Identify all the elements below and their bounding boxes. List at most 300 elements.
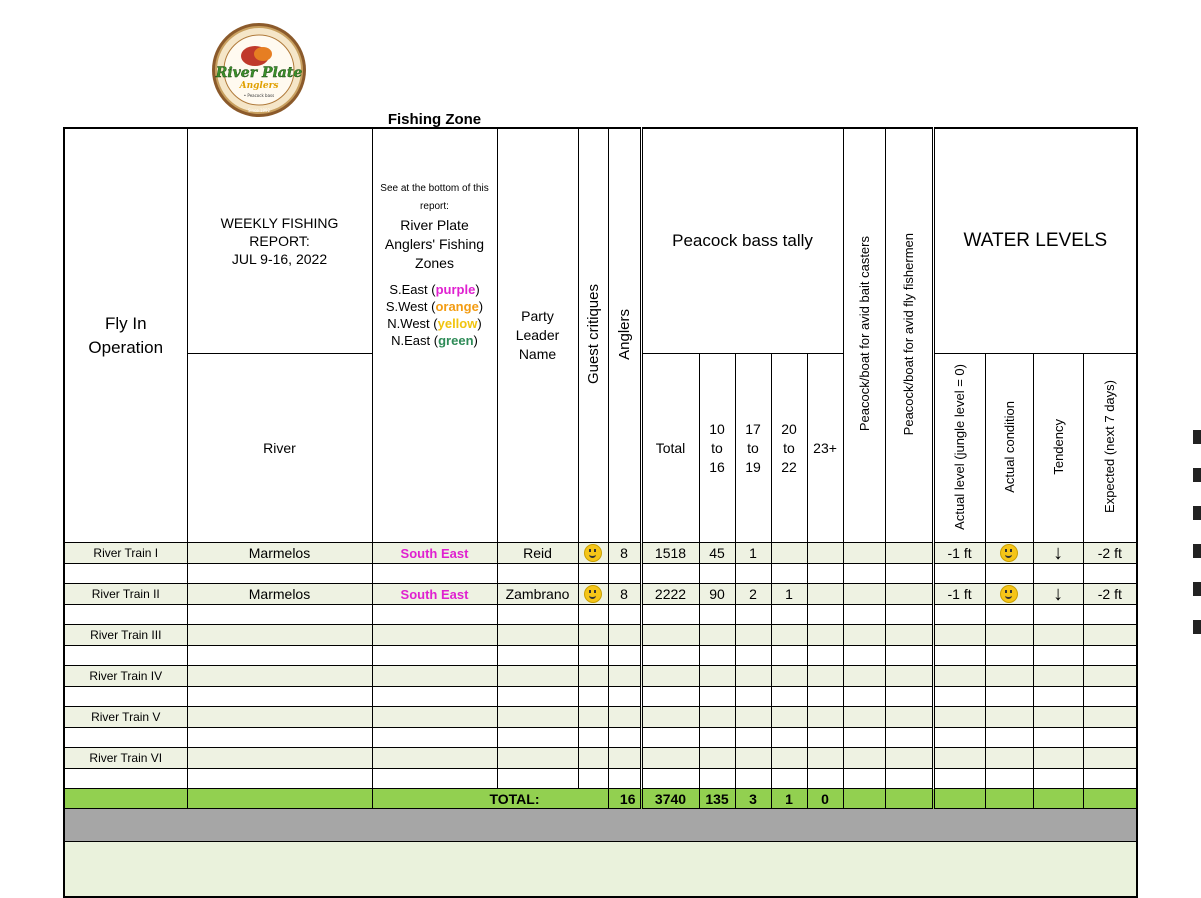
range-10-16-cell (699, 625, 735, 646)
actual-condition-cell (985, 748, 1033, 769)
report-dates: JUL 9-16, 2022 (231, 251, 328, 267)
smiley-icon (584, 544, 602, 562)
total-cell: 1518 (641, 543, 699, 564)
river-label: River (263, 440, 296, 456)
range-20-22-cell (771, 748, 807, 769)
spacer-cell (885, 605, 933, 625)
river-plate-anglers-logo (209, 22, 309, 118)
party-leader-line-3: Name (518, 346, 557, 362)
table-row (64, 748, 1137, 769)
party-leader-line-2: Leader (515, 327, 560, 343)
spacer-cell (807, 564, 843, 584)
spacer-cell (1083, 605, 1137, 625)
spacer-cell (933, 687, 985, 707)
spacer-cell (372, 605, 497, 625)
totals-empty-cell (885, 789, 933, 809)
table-row (64, 625, 1137, 646)
range-line: 20 (781, 420, 797, 437)
spacer-cell (578, 769, 608, 789)
spacer-cell (497, 769, 578, 789)
range-line: to (711, 439, 723, 456)
spacer-cell (933, 728, 985, 748)
zone-prefix: S.East ( (389, 282, 436, 297)
anglers-label: Anglers (615, 308, 633, 360)
guest-critique-cell (578, 707, 608, 728)
spacer-cell (843, 769, 885, 789)
spacer-row (64, 605, 1137, 625)
water-levels-header (933, 128, 1137, 354)
spacer-cell (735, 646, 771, 666)
totals-23-plus: 0 (807, 789, 843, 809)
zone-cell: South East (372, 543, 497, 564)
fishing-zone-title: Fishing Zone (387, 111, 482, 128)
spacer-cell (497, 605, 578, 625)
zone-cell (372, 748, 497, 769)
spacer-cell (497, 646, 578, 666)
totals-label-cell (372, 789, 608, 809)
spacer-cell (641, 605, 699, 625)
spacer-cell (985, 769, 1033, 789)
tendency-cell (1033, 584, 1083, 605)
range-line: 22 (781, 458, 797, 475)
zone-name-line-3: Zones (415, 255, 454, 271)
river-cell (187, 625, 372, 646)
spacer-cell (64, 687, 187, 707)
spacer-cell (985, 564, 1033, 584)
river-cell: Marmelos (187, 543, 372, 564)
range-line: to (747, 439, 759, 456)
spacer-cell (372, 728, 497, 748)
smiley-icon (1000, 544, 1018, 562)
spacer-row (64, 769, 1137, 789)
zone-color-word: green (438, 333, 474, 348)
zone-southwest (373, 298, 497, 315)
down-arrow-icon: ↓ (1053, 542, 1064, 564)
zone-cell (372, 707, 497, 728)
zone-southeast (373, 281, 497, 298)
party-leader-cell (497, 625, 578, 646)
actual-level-cell: -1 ft (933, 543, 985, 564)
spacer-row (64, 646, 1137, 666)
actual-condition-cell (985, 707, 1033, 728)
spacer-row (64, 564, 1137, 584)
spacer-cell (735, 769, 771, 789)
spacer-cell (372, 646, 497, 666)
bait-casters-cell (843, 584, 885, 605)
river-cell: Marmelos (187, 584, 372, 605)
grey-separator (64, 809, 1137, 842)
table-row (64, 543, 1137, 564)
guest-critiques-label: Guest critiques (584, 283, 602, 385)
range-20-22-header (771, 354, 807, 543)
range-10-16-cell: 45 (699, 543, 735, 564)
actual-level-cell (933, 625, 985, 646)
tendency-header (1033, 354, 1083, 543)
expected-cell (1083, 666, 1137, 687)
range-10-16-cell (699, 748, 735, 769)
actual-condition-cell (985, 666, 1033, 687)
range-17-19-cell: 1 (735, 543, 771, 564)
spacer-cell (64, 605, 187, 625)
spacer-cell (699, 564, 735, 584)
party-leader-cell (497, 748, 578, 769)
zone-note-line-2: report: (420, 201, 449, 212)
total-header (641, 354, 699, 543)
guest-critiques-header (578, 128, 608, 543)
party-leader-cell (497, 707, 578, 728)
down-arrow-icon: ↓ (1053, 583, 1064, 605)
spacer-cell (578, 687, 608, 707)
river-cell (187, 666, 372, 687)
spacer-cell (1033, 646, 1083, 666)
operation-cell: River Train III (64, 625, 187, 646)
spacer-cell (985, 728, 1033, 748)
range-line: 17 (745, 420, 761, 437)
spacer-cell (699, 728, 735, 748)
guest-critique-cell (578, 625, 608, 646)
fly-fishermen-label: Peacock/boat for avid fly fishermen (901, 232, 917, 436)
party-leader-line-1: Party (521, 308, 554, 324)
operation-cell: River Train I (64, 543, 187, 564)
spacer-cell (933, 646, 985, 666)
range-23-plus-cell (807, 707, 843, 728)
totals-empty-cell (843, 789, 885, 809)
totals-empty-cell (187, 789, 372, 809)
operation-cell: River Train VI (64, 748, 187, 769)
table-row (64, 707, 1137, 728)
range-20-22-cell (771, 625, 807, 646)
spacer-cell (578, 605, 608, 625)
range-17-19-cell (735, 625, 771, 646)
spacer-cell (885, 564, 933, 584)
spacer-cell (64, 564, 187, 584)
range-17-19-header (735, 354, 771, 543)
fly-in-operation-label: Fly In Operation (88, 313, 164, 357)
spacer-row (64, 728, 1137, 748)
river-header (187, 354, 372, 543)
actual-condition-label: Actual condition (1001, 400, 1017, 493)
zone-name-line-1: River Plate (400, 217, 469, 233)
spacer-cell (771, 564, 807, 584)
operation-cell: River Train V (64, 707, 187, 728)
spacer-cell (699, 646, 735, 666)
spacer-cell (843, 728, 885, 748)
spacer-cell (608, 564, 641, 584)
tally-label: Peacock bass tally (672, 231, 813, 250)
right-edge-marks (1193, 430, 1201, 658)
range-line: 19 (745, 458, 761, 475)
spacer-cell (843, 687, 885, 707)
totals-total: 3740 (641, 789, 699, 809)
actual-condition-cell (985, 584, 1033, 605)
anglers-cell: 8 (608, 543, 641, 564)
total-cell (641, 707, 699, 728)
party-leader-cell: Zambrano (497, 584, 578, 605)
anglers-cell (608, 707, 641, 728)
spacer-cell (735, 605, 771, 625)
spacer-cell (497, 687, 578, 707)
spacer-cell (372, 564, 497, 584)
report-title-line-2: REPORT: (249, 233, 310, 249)
range-line: 10 (709, 420, 725, 437)
spacer-cell (641, 646, 699, 666)
range-10-16-cell: 90 (699, 584, 735, 605)
water-levels-label: WATER LEVELS (963, 230, 1108, 251)
spacer-cell (771, 687, 807, 707)
spacer-cell (372, 769, 497, 789)
bait-casters-cell (843, 543, 885, 564)
zone-northwest (373, 315, 497, 332)
spacer-cell (1033, 605, 1083, 625)
river-cell (187, 748, 372, 769)
spacer-cell (187, 646, 372, 666)
actual-level-cell: -1 ft (933, 584, 985, 605)
spacer-cell (1083, 769, 1137, 789)
fly-fishermen-cell (885, 543, 933, 564)
range-17-19-cell (735, 707, 771, 728)
fly-fishermen-cell (885, 707, 933, 728)
party-leader-cell: Reid (497, 543, 578, 564)
table-row (64, 666, 1137, 687)
spacer-cell (641, 564, 699, 584)
spacer-cell (578, 646, 608, 666)
spacer-cell (807, 687, 843, 707)
range-line: to (783, 439, 795, 456)
zone-suffix: ) (478, 299, 484, 314)
zone-cell (372, 625, 497, 646)
totals-20-22: 1 (771, 789, 807, 809)
spacer-cell (187, 728, 372, 748)
totals-empty-cell (64, 789, 187, 809)
range-17-19-cell (735, 666, 771, 687)
spacer-cell (497, 728, 578, 748)
bait-casters-cell (843, 666, 885, 687)
fishing-zone-header (372, 111, 497, 543)
spacer-cell (1033, 728, 1083, 748)
grey-separator-row (64, 809, 1137, 842)
total-label: Total (655, 439, 686, 456)
spacer-cell (771, 769, 807, 789)
range-23-plus-cell (807, 748, 843, 769)
total-cell (641, 625, 699, 646)
range-10-16-cell (699, 707, 735, 728)
table-row (64, 584, 1137, 605)
report-rows (64, 543, 1137, 789)
spacer-cell (985, 646, 1033, 666)
spacer-cell (1083, 687, 1137, 707)
range-23-plus-cell (807, 625, 843, 646)
expected-header (1083, 354, 1137, 543)
tendency-cell (1033, 748, 1083, 769)
spacer-cell (372, 687, 497, 707)
spacer-cell (64, 728, 187, 748)
tendency-cell (1033, 666, 1083, 687)
spacer-cell (64, 646, 187, 666)
smiley-icon (1000, 585, 1018, 603)
expected-label: Expected (next 7 days) (1102, 380, 1118, 513)
weekly-fishing-report-table (63, 111, 1138, 898)
anglers-cell (608, 625, 641, 646)
spacer-cell (187, 769, 372, 789)
range-20-22-cell (771, 543, 807, 564)
spacer-cell (807, 728, 843, 748)
spacer-cell (735, 687, 771, 707)
range-23-label: 23+ (813, 439, 837, 456)
guest-critique-cell (578, 584, 608, 605)
spacer-cell (608, 728, 641, 748)
spacer-cell (497, 564, 578, 584)
peacock-bass-tally-header (641, 128, 843, 354)
spacer-cell (608, 769, 641, 789)
report-title-line-1: WEEKLY FISHING (220, 215, 339, 231)
totals-empty-cell (1083, 789, 1137, 809)
spacer-cell (985, 687, 1033, 707)
spacer-cell (608, 605, 641, 625)
range-23-plus-cell (807, 543, 843, 564)
spacer-cell (807, 605, 843, 625)
spacer-cell (578, 564, 608, 584)
spacer-cell (699, 769, 735, 789)
totals-anglers: 16 (608, 789, 641, 809)
river-cell (187, 707, 372, 728)
expected-cell (1083, 707, 1137, 728)
spacer-cell (699, 605, 735, 625)
fly-fishermen-cell (885, 584, 933, 605)
tendency-cell (1033, 625, 1083, 646)
totals-empty-cell (933, 789, 985, 809)
anglers-cell: 8 (608, 584, 641, 605)
expected-cell (1083, 625, 1137, 646)
spacer-cell (771, 728, 807, 748)
smiley-icon (584, 585, 602, 603)
zone-color-word: purple (435, 282, 476, 297)
totals-empty-cell (985, 789, 1033, 809)
bait-casters-cell (843, 748, 885, 769)
actual-condition-cell (985, 625, 1033, 646)
expected-cell: -2 ft (1083, 543, 1137, 564)
spacer-cell (885, 687, 933, 707)
party-leader-header (497, 128, 578, 543)
spacer-cell (933, 564, 985, 584)
spacer-row (64, 687, 1137, 707)
operation-cell: River Train IV (64, 666, 187, 687)
range-23-plus-cell (807, 666, 843, 687)
zone-prefix: N.East ( (391, 333, 439, 348)
range-line: 16 (709, 458, 725, 475)
totals-label: TOTAL: (489, 790, 540, 807)
spacer-cell (64, 769, 187, 789)
svg-text:Since 1992: Since 1992 (247, 108, 271, 113)
spacer-cell (641, 769, 699, 789)
spacer-cell (608, 687, 641, 707)
range-20-22-cell (771, 707, 807, 728)
bait-casters-cell (843, 707, 885, 728)
actual-level-label: Actual level (jungle level = 0) (952, 363, 968, 530)
fly-fishermen-cell (885, 625, 933, 646)
spacer-cell (885, 769, 933, 789)
fly-in-operation-header (64, 128, 187, 543)
zone-suffix: ) (475, 282, 480, 297)
spacer-cell (933, 769, 985, 789)
footer-area (64, 842, 1137, 898)
actual-condition-cell (985, 543, 1033, 564)
zone-prefix: S.West ( (385, 299, 436, 314)
guest-critique-cell (578, 666, 608, 687)
spacer-cell (885, 728, 933, 748)
spacer-cell (735, 564, 771, 584)
zone-note-line-1: See at the bottom of this (380, 183, 489, 194)
bait-casters-header (843, 128, 885, 543)
zone-cell (372, 666, 497, 687)
total-cell: 2222 (641, 584, 699, 605)
actual-level-cell (933, 748, 985, 769)
range-20-22-cell (771, 666, 807, 687)
zone-prefix: N.West ( (387, 316, 438, 331)
spacer-cell (771, 605, 807, 625)
guest-critique-cell (578, 543, 608, 564)
totals-empty-cell (1033, 789, 1083, 809)
spacer-cell (578, 728, 608, 748)
expected-cell (1083, 748, 1137, 769)
range-20-22-cell: 1 (771, 584, 807, 605)
zone-color-word: yellow (437, 316, 478, 331)
spacer-cell (933, 605, 985, 625)
fly-fishermen-cell (885, 666, 933, 687)
spacer-cell (735, 728, 771, 748)
spacer-cell (1083, 728, 1137, 748)
zone-suffix: ) (473, 333, 478, 348)
totals-row (64, 789, 1137, 809)
spacer-cell (807, 769, 843, 789)
spacer-cell (1033, 769, 1083, 789)
spacer-cell (641, 728, 699, 748)
actual-level-cell (933, 707, 985, 728)
spacer-cell (608, 646, 641, 666)
spacer-cell (641, 687, 699, 707)
spacer-cell (985, 605, 1033, 625)
spacer-cell (1033, 564, 1083, 584)
total-cell (641, 666, 699, 687)
tendency-cell (1033, 707, 1083, 728)
spacer-cell (885, 646, 933, 666)
spacer-cell (843, 646, 885, 666)
operation-cell: River Train II (64, 584, 187, 605)
spacer-cell (843, 564, 885, 584)
spacer-cell (771, 646, 807, 666)
spacer-cell (843, 605, 885, 625)
total-cell (641, 748, 699, 769)
range-17-19-cell: 2 (735, 584, 771, 605)
spacer-cell (807, 646, 843, 666)
zone-suffix: ) (477, 316, 482, 331)
party-leader-cell (497, 666, 578, 687)
guest-critique-cell (578, 748, 608, 769)
anglers-cell (608, 666, 641, 687)
report-title-cell (187, 128, 372, 354)
fly-fishermen-header (885, 128, 933, 543)
footer-row (64, 842, 1137, 898)
zone-northeast (373, 332, 497, 349)
zone-cell: South East (372, 584, 497, 605)
spacer-cell (699, 687, 735, 707)
zone-name-line-2: Anglers' Fishing (384, 236, 485, 252)
spacer-cell (187, 687, 372, 707)
svg-text:River Plate: River Plate (215, 65, 303, 81)
svg-text:Anglers: Anglers (239, 81, 279, 91)
spacer-cell (1033, 687, 1083, 707)
range-10-16-cell (699, 666, 735, 687)
totals-17-19: 3 (735, 789, 771, 809)
